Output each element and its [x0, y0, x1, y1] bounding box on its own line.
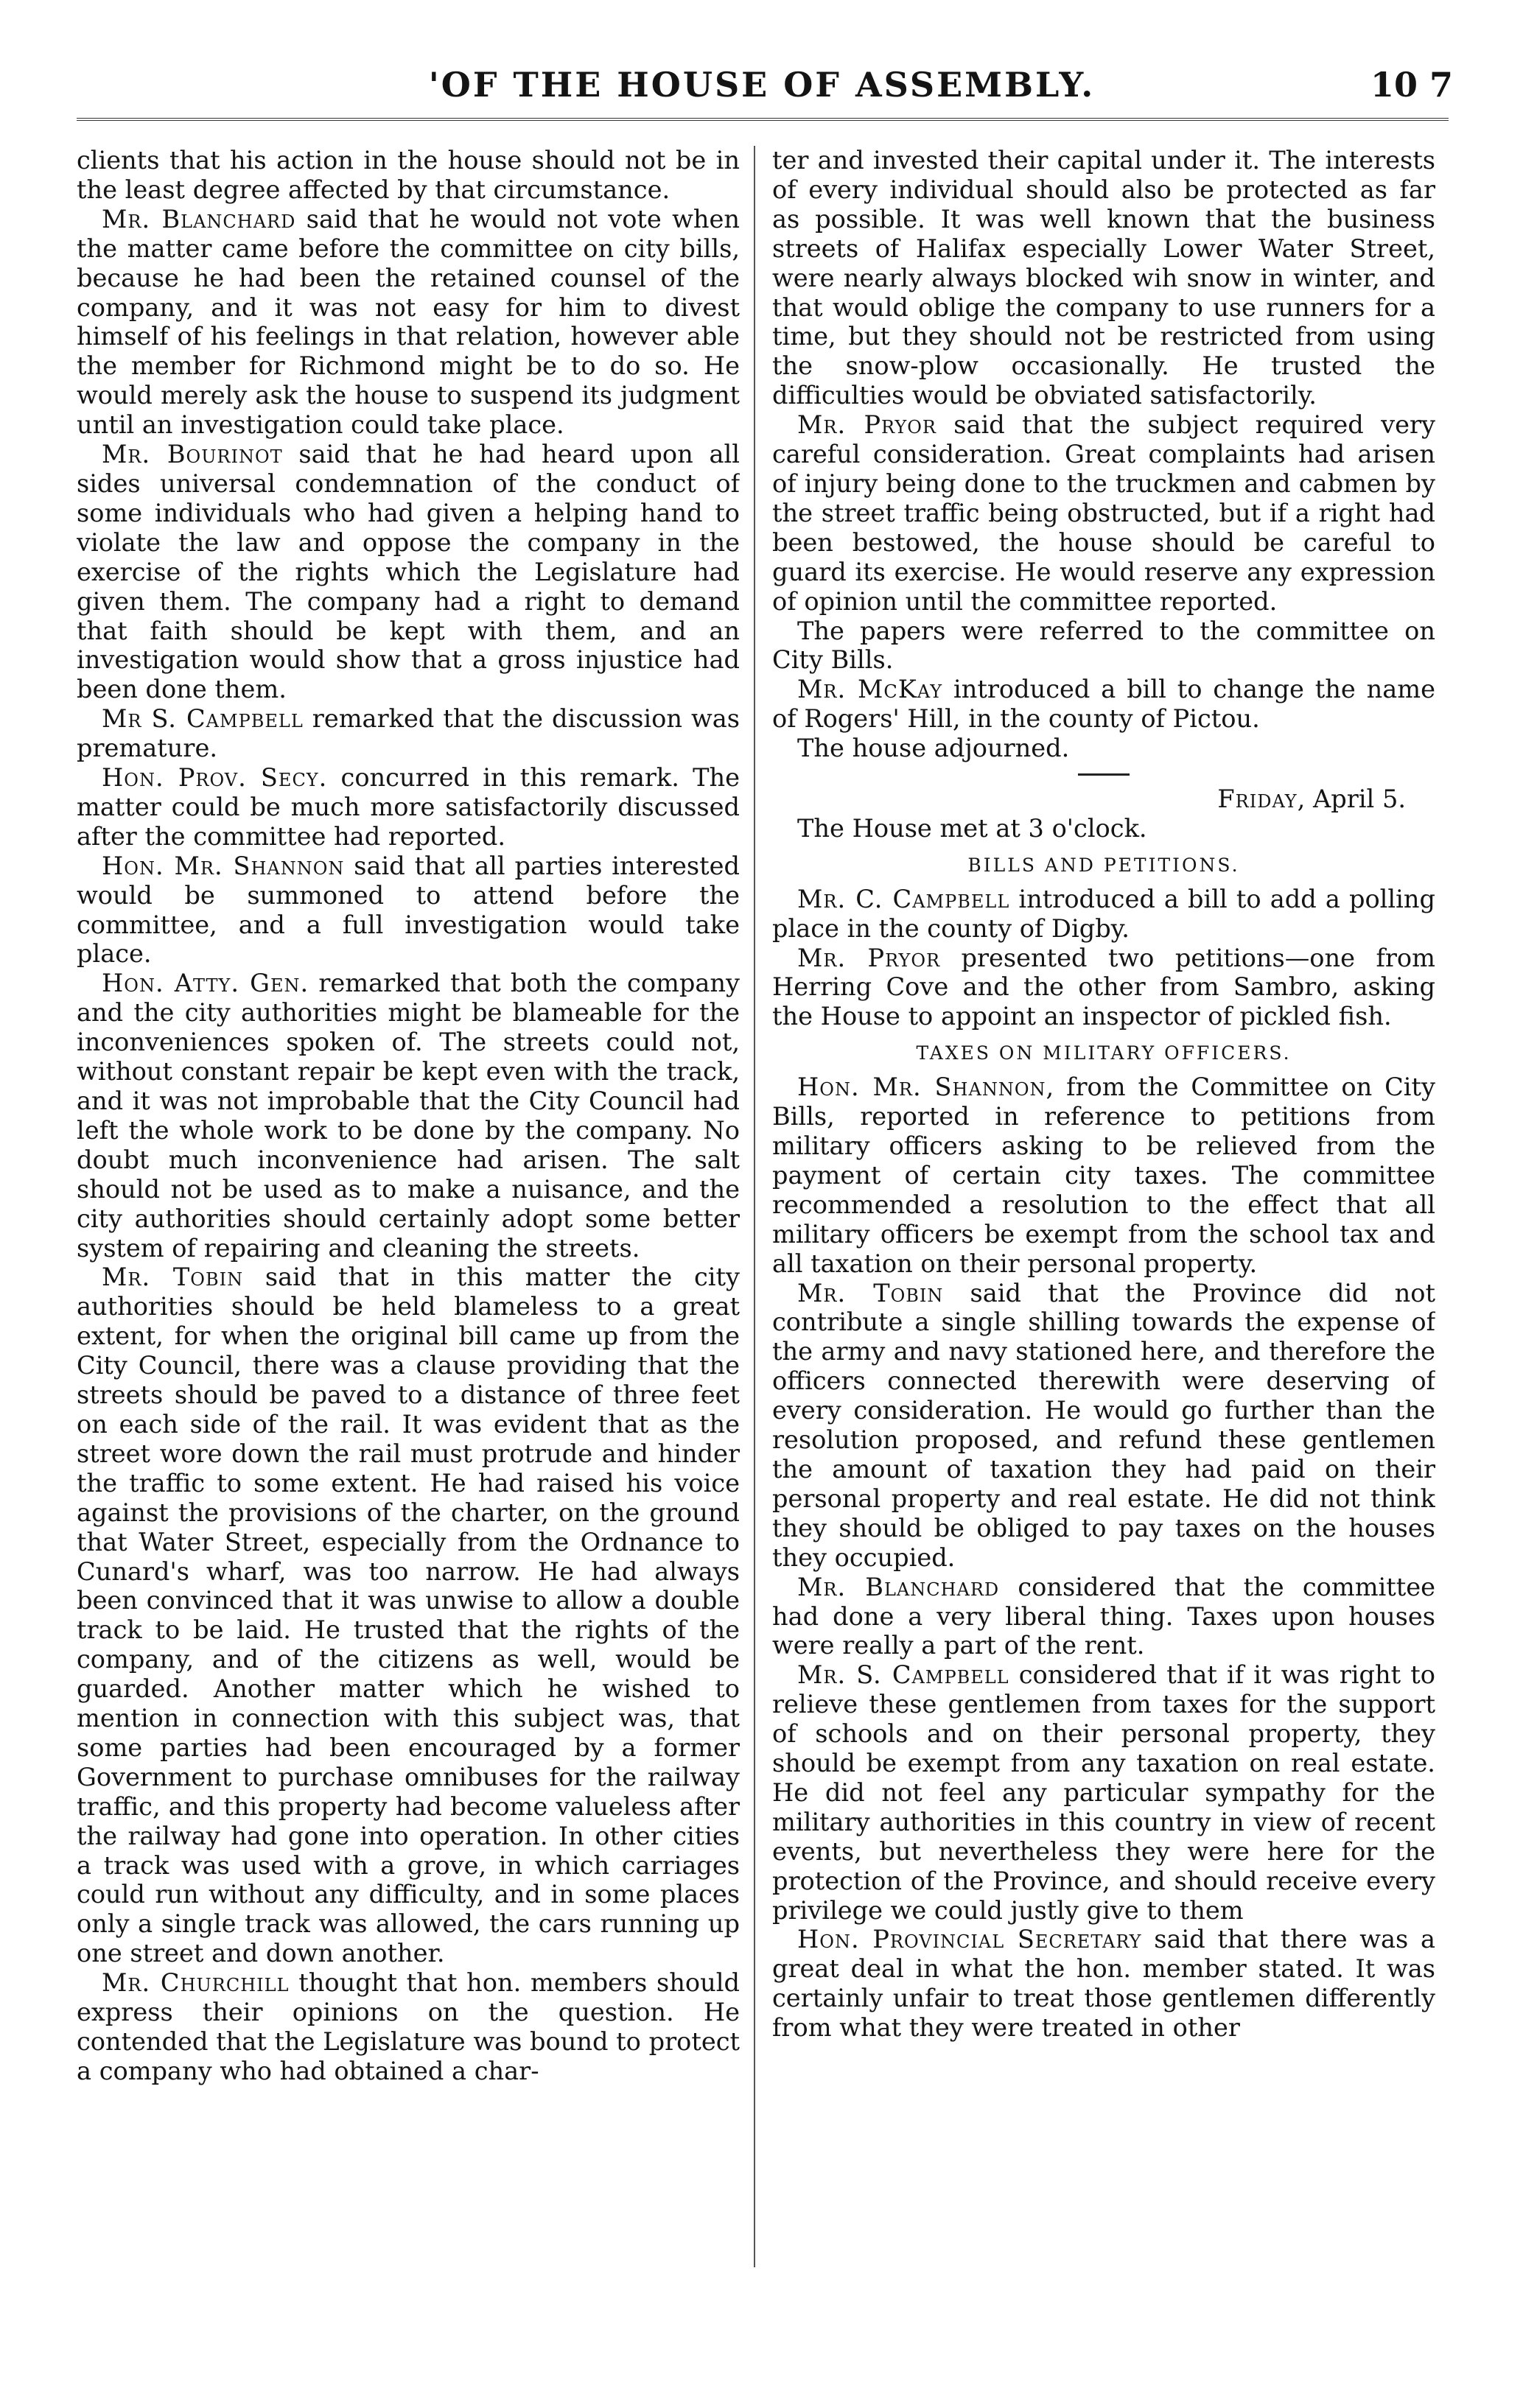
- speaker-name: Mr. Bourinot: [102, 440, 283, 469]
- paragraph-text: considered that if it was right to relieve these gentlemen from taxes for the support of schools and on their personal property, they should be exempt from any taxation on real estate. He did not feel any particular sympathy for the military authorities in this country in view of recent events, but nevertheless they were here for the protection of the Province, and should receive every privilege we could justly give to them: [772, 1660, 1435, 1925]
- speaker-name: Hon. Atty. Gen.: [102, 969, 309, 998]
- speaker-name: Mr. Blanchard: [102, 204, 296, 234]
- paragraph: [772, 410, 1435, 616]
- paragraph: [772, 885, 1435, 944]
- paragraph: [772, 1573, 1435, 1661]
- paragraph-text: said that in this matter the city authorities should be held blameless to a great extent, for when the original bill came up from the City Council, there was a clause providing that the streets should be paved to a distance of three feet on each side of the rail. It was evident that as the street wore down the rail must protrude and hinder the traffic to some extent. He had raised his voice against the provisions of the charter, on the ground that Water Street, especially from the Ordnance to Cunard's wharf, was too narrow. He had always been convinced that it was unwise to allow a double track to be laid. He trusted that the rights of the company, and of the citizens as well, would be guarded. Another matter which he wished to mention in connection with this subject was, that some parties had been encouraged by a former Government to purchase omnibuses for the railway traffic, and this property had become valueless after the railway had gone into operation. In other cities a track was used with a grove, in which carriages could run without any difficulty, and in some places only a single track was allowed, the cars running up one street and down another.: [77, 1263, 740, 1968]
- date-day: Friday: [1217, 784, 1298, 814]
- paragraph-text: introduced a bill to change the name of Rogers' Hill, in the county of Pictou.: [772, 675, 1435, 734]
- section-dash: [1078, 773, 1130, 776]
- paragraph-text: thought that hon. members should express their opinions on the question. He contended that the Legislature was bound to protect a company who had obtained a char-: [77, 1968, 740, 2085]
- speaker-name: Mr. Tobin: [797, 1278, 944, 1307]
- section-heading: BILLS AND PETITIONS.: [967, 854, 1240, 876]
- column-divider: [754, 146, 755, 2267]
- paragraph-text: said that the Province did not contribute a single shilling towards the expense of the army and navy stationed here, and therefore the officers connected therewith were deserving of every consideration. He would go further than the resolution proposed, and refund these gentlemen the amount of taxation they had paid on their personal property and real estate. He did not think they should be obliged to pay taxes on the houses they occupied.: [772, 1278, 1435, 1572]
- page-title: 'OF THE HOUSE OF ASSEMBLY.: [428, 65, 1096, 105]
- paragraph-text: introduced a bill to add a polling place in the county of Digby.: [772, 884, 1435, 943]
- paragraph: [772, 1073, 1435, 1278]
- paragraph: The House met at 3 o'clock.: [797, 813, 1147, 843]
- paragraph: [77, 440, 740, 704]
- section-heading: TAXES ON MILITARY OFFICERS.: [916, 1042, 1292, 1064]
- speaker-name: Mr S. Campbell: [102, 704, 304, 734]
- speaker-name: Hon. Provincial Secretary: [797, 1925, 1142, 1954]
- paragraph: [77, 1968, 740, 2086]
- header-rule: [77, 118, 1449, 121]
- paragraph-text: said that there was a great deal in what the hon. member stated. It was certainly unfair to treat those gentlemen differently from what they were treated in other: [772, 1925, 1435, 2043]
- paragraph: [77, 763, 740, 852]
- paragraph: [772, 944, 1435, 1032]
- paragraph-text: considered that the committee had done a very liberal thing. Taxes upon houses were really a part of the rent.: [772, 1572, 1435, 1660]
- speaker-name: Mr. S. Campbell: [797, 1660, 1009, 1690]
- paragraph-text: remarked that the discussion was premature.: [77, 704, 740, 763]
- paragraph-text: concurred in this remark. The matter could be much more satisfactorily discussed after the committee had reported.: [77, 763, 740, 851]
- paragraph: [77, 1263, 740, 1968]
- speaker-name: Mr. C. Campbell: [797, 884, 1010, 913]
- session-date: [772, 784, 1435, 814]
- date-rest: , April 5.: [1297, 784, 1406, 814]
- speaker-name: Mr. Tobin: [102, 1263, 244, 1292]
- paragraph: clients that his action in the house should not be in the least degree affected by that circumstance.: [77, 146, 740, 204]
- paragraph: [77, 205, 740, 440]
- paragraph-text: said that he would not vote when the matter came before the committee on city bills, because he had been the retained counsel of the company, and it was not easy for him to divest himself of his feelings in that relation, however able the member for Richmond might be to do so. He would merely ask the house to suspend its judgment until an investigation could take place.: [77, 204, 740, 440]
- paragraph-text: , from the Committee on City Bills, reported in reference to petitions from military officers asking to be relieved from the payment of certain city taxes. The committee recommended a resolution to the effect that all military officers be exempt from the school tax and all taxation on their personal property.: [772, 1073, 1435, 1278]
- paragraph: [772, 1279, 1435, 1573]
- paragraph-text: said that the subject required very careful consideration. Great complaints had arisen of injury being done to the truckmen and cabmen by the street traffic being obstructed, but if a right had been bestowed, the house should be careful to guard its exercise. He would reserve any expression of opinion until the committee reported.: [772, 410, 1435, 616]
- speaker-name: Hon. Mr. Shannon: [797, 1073, 1046, 1102]
- paragraph: [772, 675, 1435, 734]
- speaker-name: Mr. Pryor: [797, 410, 936, 440]
- paragraph: ter and invested their capital under it. The interests of every individual should also be protected as far as possible. It was well known that the business streets of Halifax especially Lower Water Street, were nearly always blocked wih snow in winter, and that would oblige the company to use runners for a time, but they should not be restricted from using the snow-plow occasionally. He trusted the difficulties would be obviated satisfactorily.: [772, 146, 1435, 410]
- speaker-name: Mr. Churchill: [102, 1968, 290, 1998]
- page-number: 10 7: [1370, 65, 1453, 105]
- speaker-name: Hon. Mr. Shannon: [102, 851, 345, 880]
- speaker-name: Hon. Prov. Secy.: [102, 763, 328, 793]
- paragraph: [772, 1660, 1435, 1925]
- paragraph: The papers were referred to the committee on City Bills.: [772, 616, 1435, 675]
- paragraph-text: presented two petitions—one from Herring Cove and the other from Sambro, asking the House to appoint an inspector of pickled fish.: [772, 943, 1435, 1031]
- speaker-name: Mr. McKay: [797, 675, 943, 704]
- paragraph-text: said that he had heard upon all sides universal condemnation of the conduct of some individuals who had given a helping hand to violate the law and oppose the company in the exercise of the rights which the Legislature had given them. The company had a right to demand that faith should be kept with them, and an investigation would show that a gross injustice had been done them.: [77, 440, 740, 704]
- paragraph: [77, 704, 740, 763]
- page-header: [71, 52, 1453, 119]
- paragraph-text: remarked that both the company and the city authorities might be blameable for the inconveniences spoken of. The streets could not, without constant repair be kept even with the track, and it was not improbable that the City Council had left the whole work to be done by the company. No doubt much inconvenience had arisen. The salt should not be used as to make a nuisance, and the city authorities should certainly adopt some better system of repairing and cleaning the streets.: [77, 969, 740, 1263]
- paragraph-text: said that all parties interested would be summoned to attend before the committee, and a full investigation would take place.: [77, 851, 740, 969]
- paragraph: [77, 969, 740, 1263]
- left-column: [77, 146, 740, 2378]
- paragraph: The house adjourned.: [797, 734, 1070, 763]
- speaker-name: Mr. Blanchard: [797, 1572, 1000, 1601]
- speaker-name: Mr. Pryor: [797, 943, 941, 972]
- paragraph: [772, 1925, 1435, 2043]
- right-column: [772, 146, 1435, 2378]
- paragraph: [77, 852, 740, 969]
